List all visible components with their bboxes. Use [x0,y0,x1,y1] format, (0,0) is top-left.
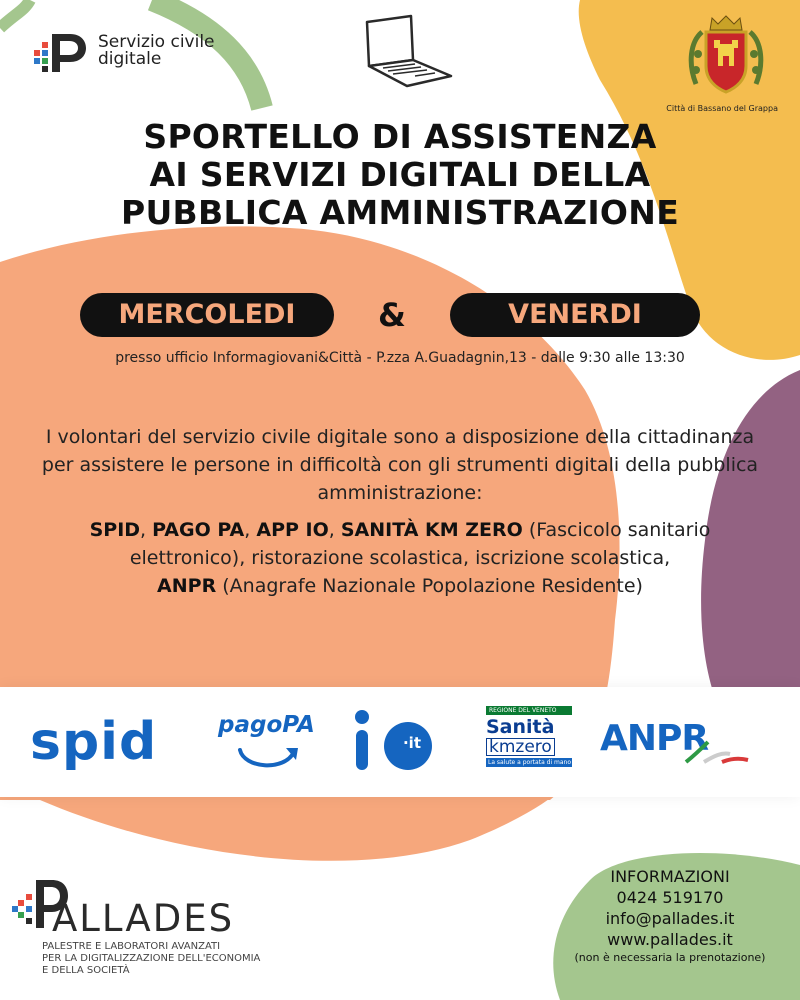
brand-line-2: digitale [98,49,162,69]
separator: , [140,519,153,541]
info-website[interactable]: www.pallades.it [607,930,733,949]
intro-block [30,423,770,600]
info-block [540,866,800,966]
city-name: Città di Bassano del Grappa [666,104,778,113]
service-anpr: ANPR [157,575,217,597]
title-line-3: PUBBLICA AMMINISTRAZIONE [120,193,680,232]
pallades-name: ALLADES [52,897,235,940]
pallades-tag-line-3: E DELLA SOCIETÀ [42,965,130,976]
separator: , [328,519,341,541]
servizio-civile-brand [98,34,215,68]
page-title [0,118,800,232]
sanita-slogan: La salute a portata di mano [488,759,572,766]
services-rest: (Fascicolo sanitario elettronico), ristorazione scolastica, iscrizione scolastica, [129,519,711,569]
coat-of-arms-icon [688,14,764,102]
service-spid: SPID [89,519,141,541]
day-pill-wednesday: MERCOLEDI [80,293,334,337]
anpr-logo: ANPR [600,718,709,759]
laptop-icon [355,14,455,94]
pagopa-logo: pagoPA [218,712,315,738]
title-line-1: SPORTELLO DI ASSISTENZA [143,117,657,156]
intro-text: I volontari del servizio civile digitale sono a disposizione della cittadinanza per assistere le persone in difficoltà con gli strumenti digitali della pubblica amministrazione: [41,426,759,504]
anpr-flag-icon [682,740,752,766]
bg-salmon-bottom [40,790,560,861]
sanita-word: Sanità [486,716,555,738]
day-pill-friday: VENERDI [450,293,700,337]
service-sanita: SANITÀ KM ZERO [340,519,523,541]
pallades-tag-line-2: PER LA DIGITALIZZAZIONE DELL'ECONOMIA [42,953,261,964]
sanita-kmzero: kmzero [486,738,555,756]
separator: , [244,519,257,541]
info-email[interactable]: info@pallades.it [605,909,735,928]
ampersand: & [378,296,406,334]
sanita-region: REGIONE DEL VENETO [486,706,572,715]
pallades-tagline [42,941,260,977]
pagopa-arc-icon [234,742,304,776]
bg-green-arc-left [0,0,30,28]
info-note: (non è necessaria la prenotazione) [574,951,766,964]
location-text: presso ufficio Informagiovani&Città - P.zza A.Guadagnin,13 - dalle 9:30 alle 13:30 [115,350,685,366]
service-appio: APP IO [256,519,329,541]
pallades-tag-line-1: PALESTRE E LABORATORI AVANZATI [42,941,221,952]
title-line-2: AI SERVIZI DIGITALI DELLA [149,155,651,194]
service-anpr-desc: (Anagrafe Nazionale Popolazione Residente) [216,575,643,597]
services-text [30,516,770,600]
spid-logo: spid [30,712,158,772]
sanita-km-zero-logo [486,706,572,776]
service-pagopa: PAGO PA [152,519,245,541]
servizio-civile-logo-icon [28,28,90,74]
info-title: INFORMAZIONI [610,867,730,886]
app-io-dot-it: ·it [402,734,421,752]
info-phone[interactable]: 0424 519170 [616,888,724,907]
brand-line-1: Servizio civile [98,32,215,52]
